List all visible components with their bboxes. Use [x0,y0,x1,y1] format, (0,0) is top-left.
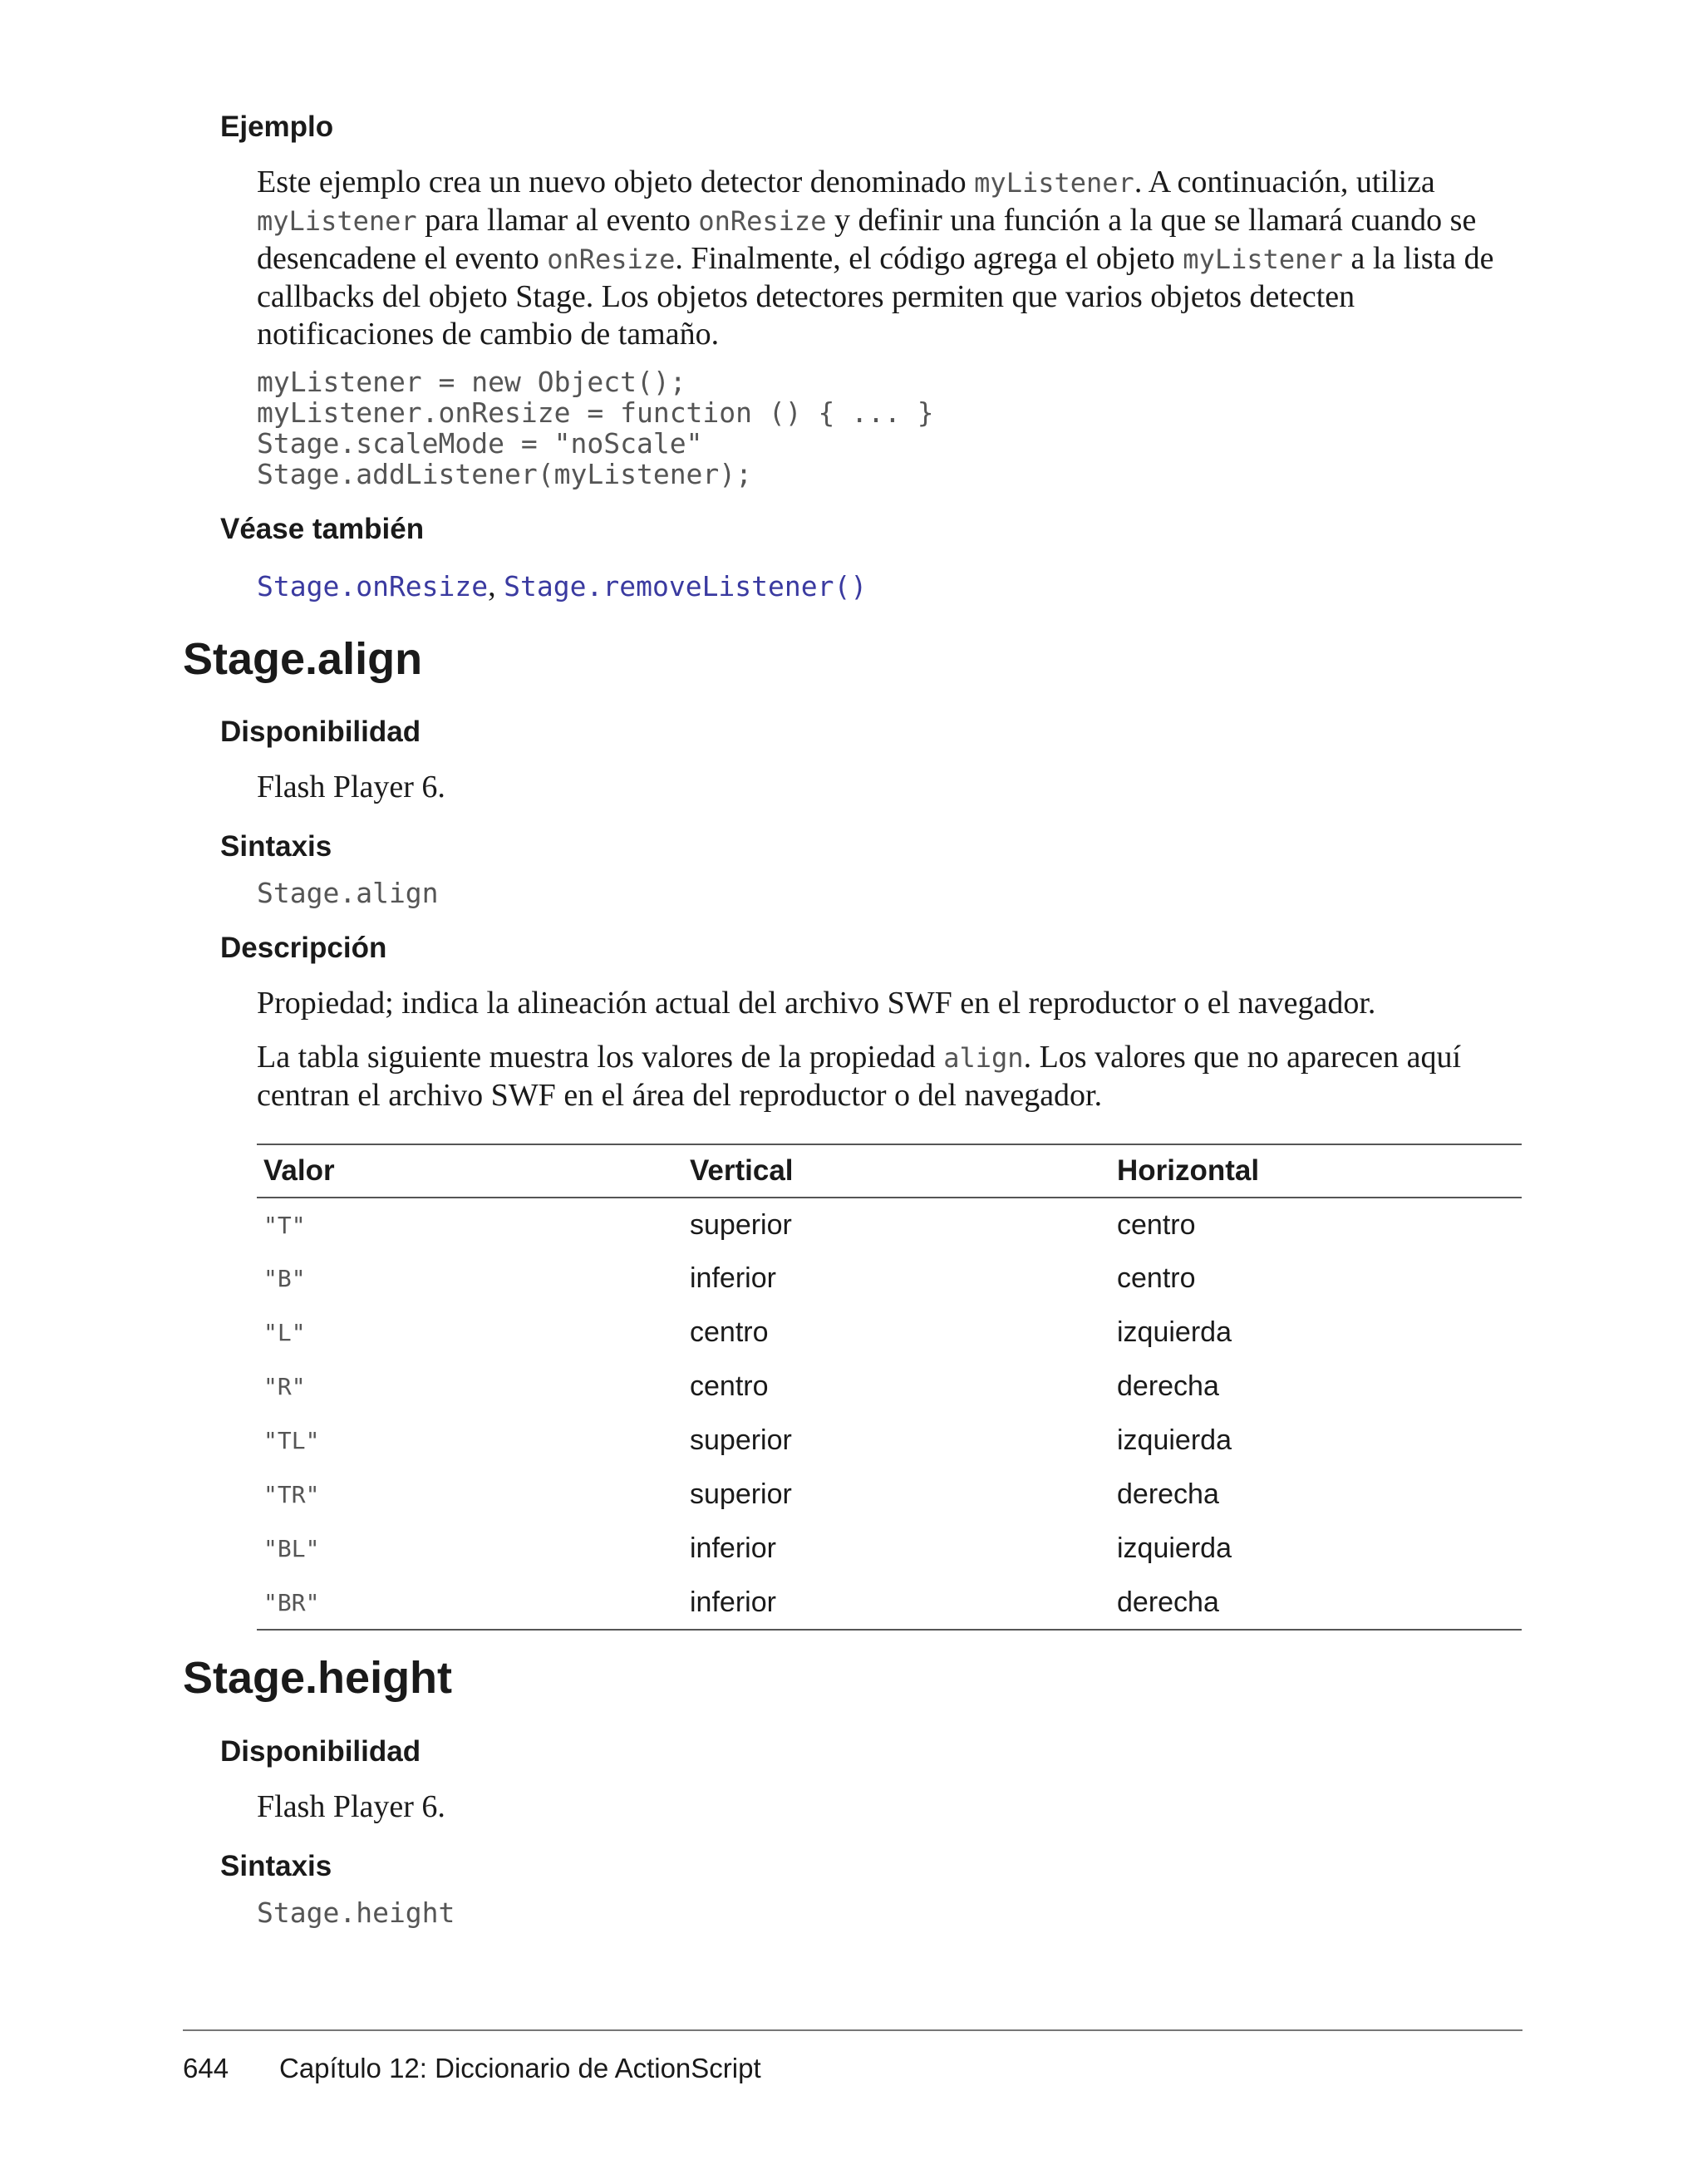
table-row [257,1522,1522,1576]
align-availability-heading: Disponibilidad [220,716,421,748]
example-heading: Ejemplo [220,111,334,143]
table-row [257,1198,1522,1252]
table-row [257,1468,1522,1522]
code-line: myListener = new Object(); [257,366,686,398]
cell-value: "BL" [263,1535,320,1562]
table-header-row [257,1144,1522,1198]
cell-value: "R" [263,1373,306,1400]
column-header-horizontal: Horizontal [1117,1154,1260,1187]
page-number: 644 [183,2053,229,2083]
cell-vertical: inferior [690,1262,776,1294]
cell-vertical: centro [690,1370,769,1402]
link-separator: , [488,568,504,603]
cell-vertical: inferior [690,1532,776,1564]
table-row [257,1414,1522,1468]
cell-vertical: superior [690,1424,792,1456]
inline-code: onResize [547,243,676,275]
section-title-stage-height: Stage.height [183,1653,453,1703]
cell-horizontal: centro [1117,1208,1196,1241]
cell-vertical: superior [690,1208,792,1241]
link-stage-removelistener[interactable]: Stage.removeListener() [504,570,868,603]
align-syntax-heading: Sintaxis [220,830,332,863]
inline-code: myListener [1183,243,1343,275]
table-row [257,1306,1522,1360]
height-syntax-code: Stage.height [257,1896,455,1929]
table-row [257,1252,1522,1306]
cell-horizontal: izquierda [1117,1316,1232,1348]
cell-vertical: superior [690,1478,792,1510]
cell-horizontal: derecha [1117,1586,1219,1618]
cell-horizontal: derecha [1117,1370,1219,1402]
align-description-heading: Descripción [220,932,387,964]
inline-code: myListener [257,205,417,237]
example-paragraph: Este ejemplo crea un nuevo objeto detector denominado myListener. A continuación, utiliza myListener para llamar al evento onResize y definir una función a la que se llamará cuando se desencadene el evento onResize. Finalmente, el código agrega el objeto myListener a la lista de callbacks del objeto Stage. Los objetos detectores permiten que varios objetos detecten notificaciones de cambio de tamaño. [257,165,1494,352]
footer-chapter: Capítulo 12: Diccionario de ActionScript [279,2053,761,2083]
align-syntax-code: Stage.align [257,877,439,909]
section-title-stage-align: Stage.align [183,634,423,684]
table-row [257,1576,1522,1630]
height-availability-text: Flash Player 6. [257,1789,445,1824]
see-also-links [257,568,867,604]
height-syntax-heading: Sintaxis [220,1850,332,1882]
height-availability-heading: Disponibilidad [220,1735,421,1768]
cell-horizontal: izquierda [1117,1532,1232,1564]
cell-vertical: inferior [690,1586,776,1618]
cell-value: "BR" [263,1588,320,1616]
cell-horizontal: centro [1117,1262,1196,1294]
column-header-valor: Valor [263,1154,335,1187]
code-line: Stage.addListener(myListener); [257,458,753,490]
align-description-text: Propiedad; indica la alineación actual del archivo SWF en el reproductor o el navegador. [257,986,1376,1021]
link-stage-onresize[interactable]: Stage.onResize [257,570,489,603]
cell-value: "L" [263,1319,306,1346]
cell-value: "T" [263,1211,306,1239]
cell-horizontal: derecha [1117,1478,1219,1510]
footer-rule [183,2029,1522,2031]
cell-value: "TL" [263,1427,320,1454]
table-row [257,1360,1522,1414]
cell-horizontal: izquierda [1117,1424,1232,1456]
inline-code: align [943,1042,1024,1074]
inline-code: onResize [698,205,827,237]
align-availability-text: Flash Player 6. [257,770,445,804]
code-line: Stage.scaleMode = "noScale" [257,427,703,460]
cell-value: "B" [263,1265,306,1292]
see-also-heading: Véase también [220,513,425,545]
cell-vertical: centro [690,1316,769,1348]
column-header-vertical: Vertical [690,1154,794,1187]
align-description-table-intro: La tabla siguiente muestra los valores de la propiedad align. Los valores que no aparecen aquí centran el archivo SWF en el área del reproductor o del navegador. [257,1040,1462,1113]
cell-value: "TR" [263,1481,320,1508]
align-values-table [257,1144,1522,1631]
inline-code: myListener [974,167,1134,199]
code-line: myListener.onResize = function () { ... } [257,396,934,429]
example-code-block [257,366,934,489]
